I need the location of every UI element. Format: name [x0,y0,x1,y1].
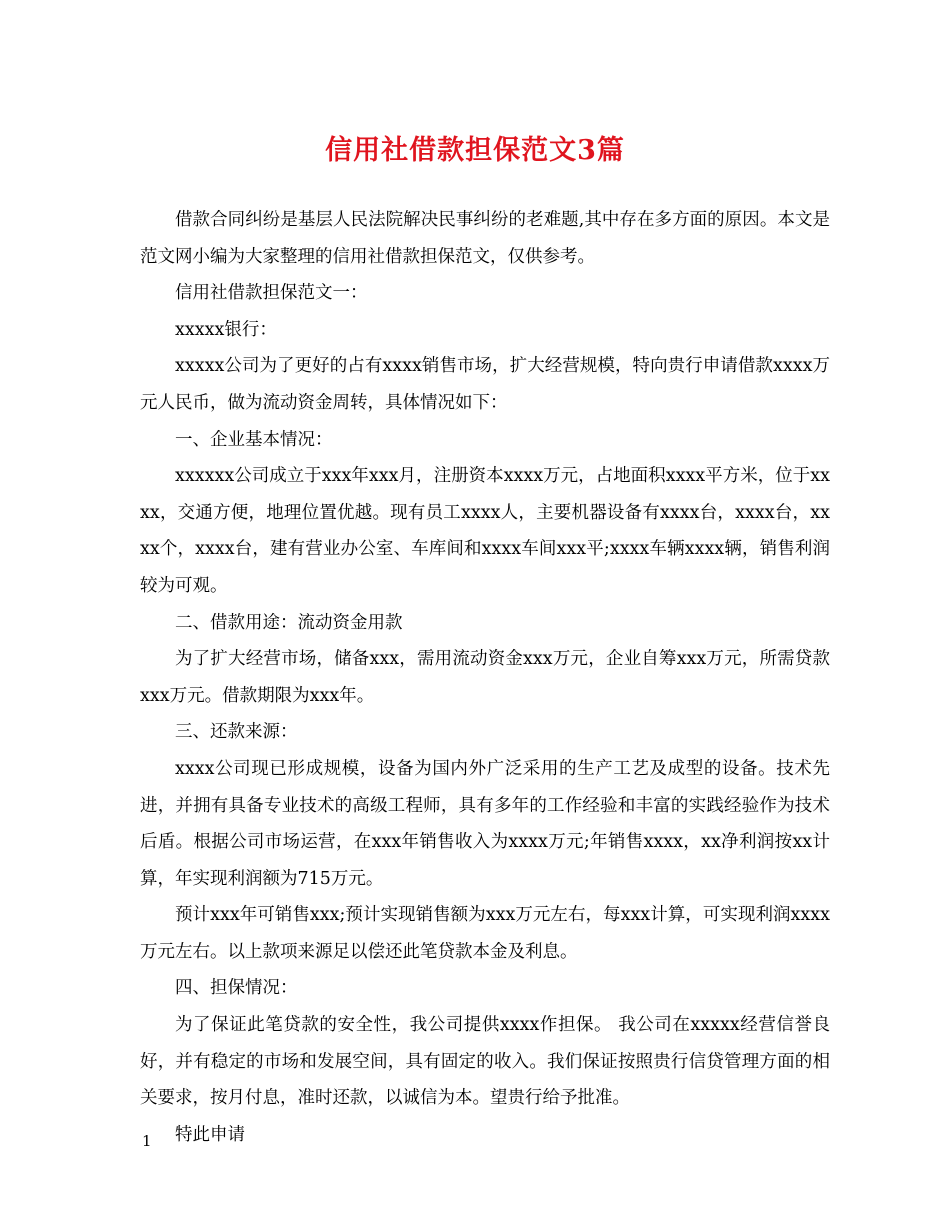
paragraph-heading-repayment: 三、还款来源： [175,722,298,743]
paragraph-guarantee: 为了保证此笔贷款的安全性，我公司提供xxxx作担保。 我公司在xxxxx经营信誉良好，并有稳定的市场和发展空间，具有固定的收入。我们保证按照贵行信贷管理方面的相关要求，按月付息，准时还款，以诚信为本。望贵行给予批准。 [140,1015,830,1109]
paragraph-request: xxxxx公司为了更好的占有xxxx销售市场，扩大经营规模，特向贵行申请借款xxxx万元人民币，做为流动资金周转，具体情况如下： [140,356,830,413]
paragraph-heading-basic-info: 一、企业基本情况： [175,429,333,450]
document-title: 信用社借款担保范文3篇 [325,135,625,166]
paragraph-salutation: xxxxx银行： [175,319,277,340]
paragraph-intro: 借款合同纠纷是基层人民法院解决民事纠纷的老难题,其中存在多方面的原因。本文是范文网小编为大家整理的信用社借款担保范文，仅供参考。 [140,210,830,267]
paragraph-heading-loan-use: 二、借款用途：流动资金用款 [175,612,403,633]
paragraph-section-heading: 信用社借款担保范文一： [175,283,368,304]
page-number: 1 [142,1132,152,1150]
paragraph-heading-guarantee: 四、担保情况： [175,978,298,999]
document-body [140,202,830,1153]
paragraph-closing: 特此申请 [175,1124,245,1145]
paragraph-basic-info: xxxxxx公司成立于xxx年xxx月，注册资本xxxx万元，占地面积xxxx平方米，位于xxxx，交通方便，地理位置优越。现有员工xxxx人，主要机器设备有xxxx台，xxxx台，xxxx个，xxxx台，建有营业办公室、车库间和xxxx车间xxx平;xxxx车辆xxxx辆，销售利润较为可观。 [140,466,830,596]
paragraph-repayment: xxxx公司现已形成规模，设备为国内外广泛采用的生产工艺及成型的设备。技术先进，并拥有具备专业技术的高级工程师，具有多年的工作经验和丰富的实践经验作为技术后盾。根据公司市场运营，在xxx年销售收入为xxxx万元;年销售xxxx，xx净利润按xx计算，年实现利润额为715万元。 [140,758,830,889]
paragraph-forecast: 预计xxx年可销售xxx;预计实现销售额为xxx万元左右，每xxx计算，可实现利润xxxx万元左右。以上款项来源足以偿还此笔贷款本金及利息。 [140,905,830,962]
paragraph-loan-use: 为了扩大经营市场，储备xxx，需用流动资金xxx万元，企业自筹xxx万元，所需贷款xxx万元。借款期限为xxx年。 [140,649,830,706]
